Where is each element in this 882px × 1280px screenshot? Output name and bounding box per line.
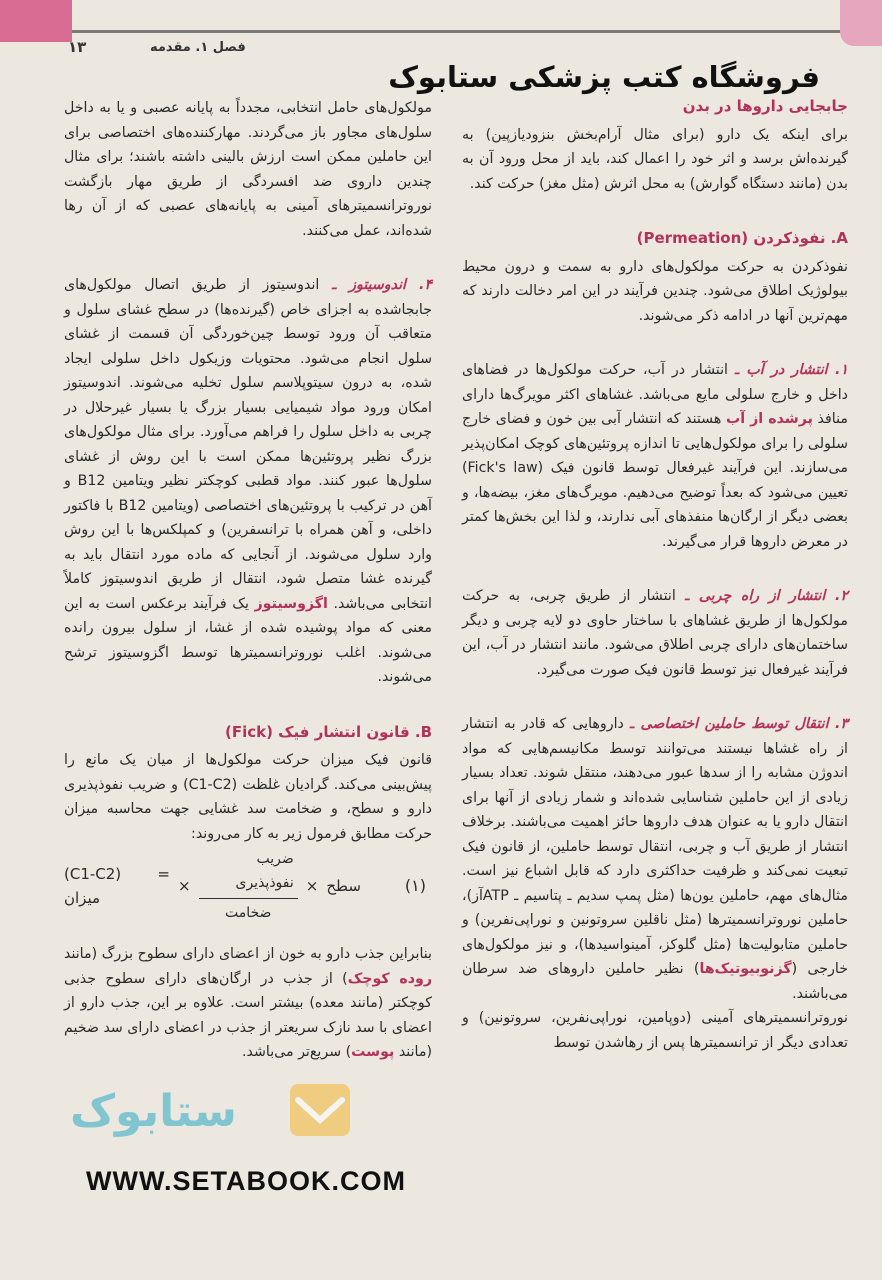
watermark-url: WWW.SETABOOK.COM (86, 1166, 406, 1196)
formula-rhs: (C1-C2) = میزان (64, 864, 170, 907)
formula-area: سطح (326, 876, 361, 895)
paragraph-absorption (64, 942, 432, 1065)
text: انتشار از طریق چربی، به حرکت مولکول‌ها از طریق غشاهای با ساختار حاوی دو لایه چربی و دیگر ساختمان‌های دارای چربی اطلاق می‌شود. مانند انتشار در آب، این فرآیند غیرفعال نیز توسط قانون فیک صورت می‌گیرد. (462, 588, 848, 678)
formula-numerator: ضریب نفوذپذیری (199, 847, 298, 899)
text: هستند که انتشار آبی بین خون و فضای خارج سلولی را برای مولکول‌هایی تا اندازه پروتئین‌های کوچک امکان‌پذیر می‌سازند. این فرآیند غیرفعال توسط قانون فیک (Fick's law) تعیین می‌شود که بعداً توضیح می‌دهیم. مویرگ‌های مغز، بیضه‌ها، و بعضی دیگر از ارگان‌ها منفذهای آبی ندارند، و لذا این بخش‌ها کمتر در معرض داروها قرار می‌گیرند. (462, 411, 848, 550)
formula-times: × (177, 876, 191, 895)
page-number: ۱۳ (68, 38, 87, 56)
paragraph-endocytosis (64, 273, 432, 690)
text: ) نظیر حاملین داروهای ضد سرطان می‌باشند. (462, 961, 848, 1002)
subheading: ۳. انتقال توسط حاملین اختصاصی ـ (629, 716, 848, 732)
text: انتشار در آب، حرکت مولکول‌ها در فضاهای داخل و خارج سلولی مایع می‌باشد. غشاهای اکثر مویرگ‌ها دارای منافذ (462, 362, 848, 427)
section-heading-drug-movement: جابجایی داروها در بدن (682, 97, 848, 115)
formula-times: × (305, 876, 319, 895)
subheading: ۲. انتشار از راه چربی ـ (685, 588, 848, 604)
keyword: روده کوچک (347, 970, 432, 987)
text: ) سریع‌تر می‌باشد. (242, 1044, 352, 1060)
header-rule (72, 30, 842, 33)
chapter-title: فصل ۱. مقدمه (150, 40, 246, 55)
right-column (462, 96, 848, 1085)
paragraph-carriers (462, 712, 848, 1006)
keyword: پرشده از آب (725, 411, 813, 427)
paragraph: مولکول‌های حامل انتخابی، مجدداً به پایانه عصبی و یا به داخل سلول‌های مجاور باز می‌گردند. مهارکننده‌های اختصاصی برای این حاملین ممکن است ارزش بالینی داشته باشند؛ برای مثال چندین داروی ضد افسردگی از طریق مهار بازگشت نوروترانسمیترهای آمینی به پایانه‌های عصبی که از آن رها شده‌اند، عمل می‌کنند. (64, 100, 432, 239)
text: اندوسیتوز از طریق اتصال مولکول‌های جابجاشده به اجزای خاص (گیرنده‌ها) در سطح غشای سلول و متعاقب آن ورود توسط چین‌خوردگی آن قسمت از غشای سلول انجام می‌شود. محتویات وزیکول داخل سلولی ایجاد شده، به درون سیتوپلاسم سلول تخلیه می‌شوند. اندوسیتوز امکان ورود مواد شیمیایی بسیار بزرگ یا بسیار غیرحلال در چربی به داخل سلول را فراهم می‌آورد. برای مثال مولکول‌های بزرگ نظیر پروتئین‌ها ممکن است با این روش از غشای سلول‌ها عبور کنند. مواد قطبی کوچکتر نظیر ویتامین B12 و آهن در ترکیب با پروتئین‌های اختصاصی (ویتامین B12 با فاکتور داخلی، و آهن همراه با ترانسفرین) و کمپلکس‌ها با این روش وارد سلول می‌شوند. از آنجایی که ماده مورد انتقال باید به گیرنده غشا متصل شود، انتقال از طریق اندوسیتوز کاملاً انتخابی می‌باشد. (64, 277, 432, 612)
text: یک فرآیند برعکس است به این معنی که مواد پوشیده شده از غشا، از سلول بیرون رانده می‌شوند. اغلب نوروترانسمیترها توسط اگزوسیتوز ترشح می‌شوند. (64, 595, 432, 685)
subheading: ۱. انتشار در آب ـ (734, 362, 848, 378)
chapter-tab (840, 0, 882, 46)
keyword: گزنوبیوتیک‌ها (699, 961, 792, 977)
logo-text: ستابوک (70, 1086, 237, 1137)
text: داروهایی که قادر به انتشار از راه غشاها نیستند می‌توانند توسط مکانیسم‌هایی که مواد اندوژن مشابه را از سدها عبور می‌دهند، منتقل شوند. تعداد بسیار زیادی از این حاملین شناسایی شده‌اند و شمار زیادی از آنها برای انتقال دارو یا به عنوان هدف داروها حائز اهمیت می‌باشند. برخلاف انتشار از طریق آب و چربی، انتقال توسط حاملین، از قانون فیک تبعیت نمی‌کند و ظرفیت حداکثری دارد که قابل اشباع نیز است. مثال‌های مهم، حاملین یون‌ها (مثل پمپ سدیم ـ پتاسیم ـ ATPآز)، حاملین نوروترانسمیترها (مثل ناقلین سروتونین و نوراپی‌نفرین) و حاملین متابولیت‌ها (مثل گلوکز، آمینواسیدها)، و نیز مولکول‌های خارجی ( (462, 716, 848, 977)
paragraph: برای اینکه یک دارو (برای مثال آرام‌بخش بنزودیازپین) به گیرنده‌اش برسد و اثر خود را اعمال کند، باید از محل ورود آن به بدن (مانند دستگاه گوارش) به محل اثرش (مثل مغز) حرکت کند. (462, 126, 848, 192)
subheading: ۴. اندوسیتوز ـ (331, 277, 432, 293)
equation-number: (۱) (404, 875, 426, 895)
formula-denominator: ضخامت (224, 904, 272, 921)
formula-fraction (199, 847, 298, 926)
left-column (64, 96, 432, 1095)
paragraph: نفوذکردن به حرکت مولکول‌های دارو به سمت و درون محیط بیولوژیک اطلاق می‌شود. چندین فرآیند در این امر دخالت دارند که مهم‌ترین آنها در ادامه ذکر می‌شوند. (462, 258, 848, 324)
keyword: پوست (351, 1044, 395, 1060)
keyword: اگزوسیتوز (254, 595, 328, 612)
text: بنابراین جذب دارو به خون از اعضای دارای سطوح بزرگ (مانند (64, 946, 432, 962)
section-heading-permeation: A. نفوذکردن (Permeation) (636, 229, 848, 247)
paragraph: نوروترانسمیترهای آمینی (دوپامین، نوراپی‌نفرین، سروتونین) و تعدادی دیگر از ترانسمیترها پس از رهاشدن توسط (462, 1010, 848, 1051)
paragraph: قانون فیک میزان حرکت مولکول‌ها از میان یک مانع را پیش‌بینی می‌کند. گرادیان غلظت (C1-C2) و ضریب نفوذپذیری دارو و سطح، و ضخامت سد غشایی جهت محاسبه میزان حرکت مطابق فرمول زیر به کار می‌روند: (64, 752, 432, 842)
section-heading-fick: B. قانون انتشار فیک (Fick) (224, 722, 432, 741)
paragraph-aqueous-diffusion (462, 358, 848, 554)
store-title-overlay: فروشگاه کتب پزشکی ستابوک (388, 60, 820, 94)
setabook-logo-icon (60, 1078, 360, 1158)
paragraph-lipid-diffusion (462, 584, 848, 682)
fick-formula (64, 850, 426, 921)
header-color-bar (0, 0, 72, 42)
text: ) از جذب در ارگان‌های دارای سطوح جذبی کوچکتر (مانند معده) بیشتر است. علاوه بر این، جذب دارو از اعضای با سد نازک سریعتر از جذب در اعضای دارای سد ضخیم (مانند (64, 970, 432, 1060)
